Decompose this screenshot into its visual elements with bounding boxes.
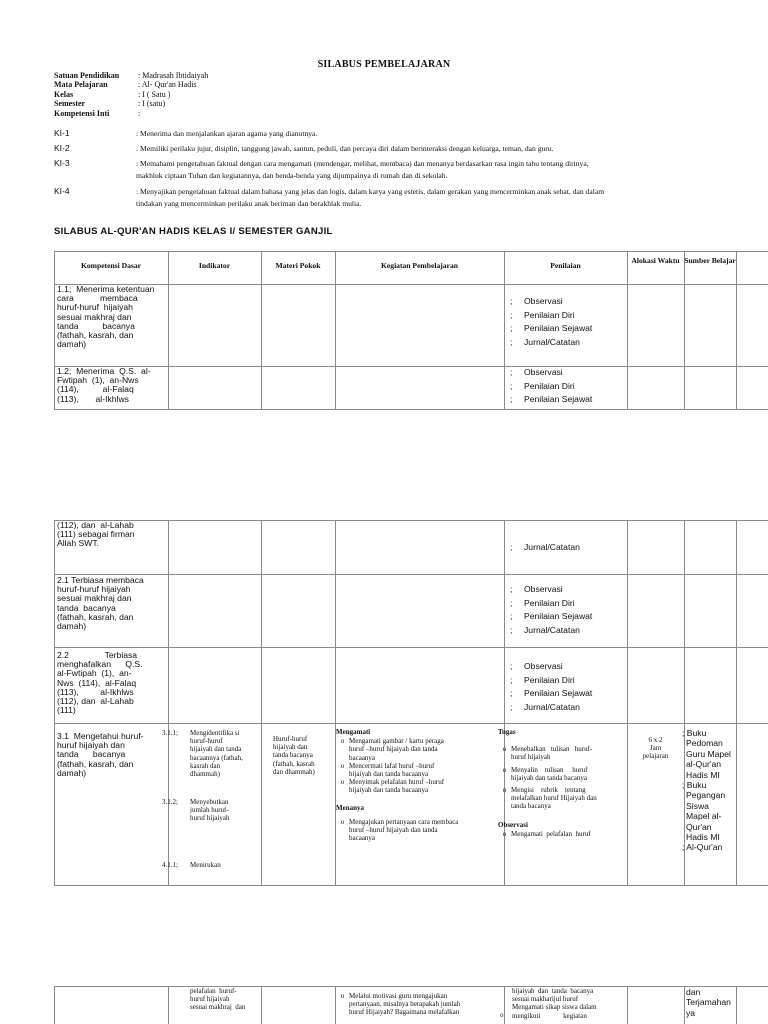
bullet-circle: o [500, 1011, 504, 1019]
bullet-circle: o [502, 765, 507, 774]
kegiatan-subheading-mengamati: Mengamati [336, 728, 371, 736]
kompetensi-dasar-cell [57, 285, 165, 349]
penilaian-text: Penilaian Diri [524, 674, 575, 685]
kd-line: (fathah, kasrah, dan [57, 330, 134, 341]
penilaian-subheading-observasi: Observasi [498, 820, 528, 829]
materi-pokok-cell [273, 735, 333, 776]
identity-label: Mata Pelajaran [54, 80, 108, 90]
bullet-marker: ; [510, 542, 513, 552]
indikator-line: Mengidentifika si [190, 729, 240, 737]
identity-label: Satuan Pendidikan [54, 71, 120, 80]
penilaian-list [510, 541, 625, 555]
ki-label: KI-2 [54, 143, 70, 153]
indikator-line: pelafalan huruf- [190, 987, 237, 995]
kegiatan-line: Mencermati lafal huruf –huruf [349, 761, 435, 770]
identity-label: Kelas [54, 89, 74, 99]
column-border [627, 986, 628, 1024]
indikator-line: sesuai makhraj dan [190, 1003, 246, 1012]
bullet-circle: o [502, 745, 507, 754]
ki-row [54, 143, 714, 157]
sumber-line: Hadis MI [686, 769, 720, 780]
kegiatan-bullet-item [336, 737, 502, 762]
bullet-circle: o [340, 778, 345, 787]
ki-label: KI-1 [54, 128, 70, 138]
kd-line: 1.1; Menerima ketentuan [57, 284, 155, 294]
header-sumber-belajar: Sumber Belajar [684, 256, 736, 265]
penilaian-text: Penilaian Sejawat [524, 323, 593, 334]
kegiatan-pembelajaran-cell [336, 728, 502, 842]
materi-line: tanda bacanya [273, 751, 313, 760]
indikator-line: kasrah dan [190, 761, 221, 770]
materi-line: hijaiyah dan [273, 743, 308, 752]
kd-line: (fathah, kasrah, dan [57, 758, 134, 769]
ki-row [54, 128, 714, 142]
column-border [684, 986, 685, 1024]
kegiatan-continued [336, 992, 502, 1017]
kd-line: (113), al-Ikhlws [57, 393, 129, 404]
ki-label: KI-3 [54, 158, 70, 168]
sumber-line: Hadis MI [686, 832, 720, 843]
header-kegiatan-pembelajaran: Kegiatan Pembelajaran [381, 261, 458, 270]
bullet-marker: ; [510, 674, 513, 685]
kegiatan-line: Mengajukan pertanyaan cara membaca [349, 817, 459, 826]
kompetensi-dasar-cell [57, 521, 165, 549]
identity-row [54, 109, 354, 119]
bullet-marker: ; [510, 296, 513, 306]
indikator-text [190, 798, 229, 823]
kegiatan-line: huruf –huruf hijaiyah dan tanda [349, 826, 438, 835]
kd-line: damah) [57, 621, 87, 632]
bullet-circle: o [340, 817, 345, 826]
indikator-continued [190, 987, 260, 1012]
row-border [54, 409, 768, 410]
penilaian-text: Penilaian Diri [524, 597, 575, 608]
penilaian-list [510, 295, 625, 349]
penilaian-item [510, 674, 625, 688]
indikator-line: hijaiyah dan tanda [190, 745, 242, 754]
kd-line: tanda bacanya [57, 602, 116, 613]
bullet-marker: ; [510, 336, 513, 347]
column-border [54, 251, 55, 410]
bullet-marker: ; [510, 323, 513, 334]
row-border [54, 574, 768, 575]
indikator-line: huruf hijaiyah [190, 995, 230, 1004]
penilaian-line: tanda bacanya [511, 802, 551, 811]
materi-line: dan dhammah) [273, 767, 315, 776]
indikator-text [190, 861, 221, 869]
indikator-number: 4.1.1; [162, 861, 178, 869]
ki-text-line: : Menerima dan menjalankan ajaran agama yang dianutnya. [136, 129, 318, 138]
penilaian-item [510, 322, 625, 336]
penilaian-line: Mengamati sikap siswa dalam [512, 1003, 597, 1012]
penilaian-line: huruf hijaiyah [511, 753, 551, 762]
kd-line: damah) [57, 767, 87, 778]
row-border [54, 885, 768, 886]
penilaian-text: Jurnal/Catatan [524, 624, 580, 635]
kd-line: (114), al-Falaq [57, 384, 134, 395]
indikator-text [190, 729, 243, 778]
kd-line: (fathah, kasrah, dan [57, 611, 134, 622]
bullet-marker: ; [510, 688, 513, 699]
penilaian-item [510, 336, 625, 350]
identity-label: Kompetensi Inti [54, 108, 110, 118]
alokasi-line: 6 x 2 [648, 736, 663, 744]
sumber-line: Mapel al- [686, 811, 722, 822]
ki-text-line: makhluk ciptaan Tuhan dan kegiatannya, dan benda-benda yang dijumpainya di rumah dan di sekolah. [136, 170, 448, 180]
penilaian-bullet-item [498, 745, 626, 761]
kd-line: huruf-huruf hijaiyah [57, 584, 131, 595]
identity-value: : Madrasah Ibtidaiyah [138, 71, 209, 80]
kd-line: 2.1 Terbiasa membaca [57, 575, 144, 585]
kd-line: Allah SWT. [57, 538, 100, 549]
penilaian-line: hijaiyah dan tanda bacanya [512, 987, 594, 995]
indikator-line: bacaannya (fathah, [190, 753, 243, 762]
row-border [54, 251, 768, 252]
penilaian-item [510, 583, 625, 597]
kd-line: 2.2 Terbiasa [57, 650, 138, 660]
indikator-line: dhammah) [190, 770, 220, 779]
kd-line: 1.2; Menerima Q.S. al- [57, 366, 151, 376]
indikator-line: Menirukan [190, 861, 221, 869]
penilaian-text: Jurnal/Catatan [524, 336, 580, 347]
penilaian-text: Observasi [524, 296, 563, 306]
sumber-continued [686, 987, 768, 1018]
column-border [261, 986, 262, 1024]
penilaian-text: Observasi [524, 367, 563, 377]
bullet-marker: ; [510, 661, 513, 671]
header-materi-pokok: Materi Pokok [275, 261, 321, 270]
row-border [54, 647, 768, 648]
ki-text [136, 143, 716, 155]
section-title: SILABUS AL-QUR'AN HADIS KELAS I/ SEMESTER GANJIL [54, 226, 333, 237]
alokasi-waktu-cell [628, 736, 683, 761]
identity-value: : [138, 108, 141, 118]
ki-label: KI-4 [54, 186, 70, 196]
penilaian-text: Penilaian Sejawat [524, 394, 593, 405]
bullet-circle: o [340, 992, 345, 1000]
kegiatan-bullet-item [336, 762, 502, 778]
penilaian-cell [498, 728, 626, 838]
penilaian-bullet-item [498, 786, 626, 811]
penilaian-line: Menebalkan tulisan huruf- [511, 745, 593, 754]
column-border [335, 251, 336, 410]
ki-text-line: : Menyajikan pengetahuan faktual dalam bahasa yang jelas dan logis, dalam karya yang estetis, dalam gerakan yang mencerminkan anak sehat, dan dalam [136, 187, 605, 196]
sumber-line: Pedoman [686, 738, 723, 749]
penilaian-item [510, 295, 625, 309]
bullet-marker: ; [510, 624, 513, 635]
kd-line: huruf-huruf hijaiyah [57, 302, 133, 313]
penilaian-item [510, 701, 625, 715]
penilaian-continued [512, 987, 626, 1020]
sumber-line: Qur'an [686, 821, 712, 832]
bullet-marker: ; [510, 367, 513, 377]
kegiatan-bullet-item [336, 818, 502, 843]
ki-text-line: : Memiliki perilaku jujur, disiplin, tanggung jawab, santun, peduli, dan percaya diri dalam berinteraksi dengan keluarga, teman, dan guru. [136, 144, 554, 153]
column-border [504, 251, 505, 410]
column-border [736, 251, 737, 410]
column-border [168, 251, 169, 410]
kd-line: tanda bacanya [57, 320, 135, 331]
kegiatan-line: bacaanya [349, 753, 376, 762]
ki-row [54, 158, 714, 183]
ki-text [136, 128, 716, 140]
penilaian-line: melafalkan huruf Hijaiyah dan [511, 794, 597, 803]
header-penilaian: Penilaian [550, 261, 581, 270]
column-border [261, 251, 262, 410]
sumber-line: ; Buku [682, 780, 707, 791]
bullet-marker: ; [510, 380, 513, 391]
penilaian-list [510, 366, 625, 407]
identity-value: : I ( Satu ) [138, 89, 171, 99]
column-border [504, 986, 505, 1024]
penilaian-item [510, 597, 625, 611]
syllabus-table-part-2 [54, 520, 768, 886]
bullet-circle: o [340, 761, 345, 770]
kegiatan-line: huruf –huruf hijaiyah dan tanda [349, 745, 438, 754]
kd-line: Nws (114), al-Falaq [57, 677, 137, 688]
indikator-number: 3.1.1; [162, 729, 178, 737]
alokasi-line: Jam [649, 744, 662, 753]
ki-text [136, 186, 716, 209]
penilaian-list [510, 660, 625, 714]
bullet-marker: ; [510, 584, 513, 594]
penilaian-line: Menyalin tulisan huruf [511, 765, 588, 774]
penilaian-text: Observasi [524, 661, 563, 671]
kd-line: sesuai makhraj dan [57, 593, 132, 604]
bullet-marker: ; [510, 701, 513, 712]
penilaian-line: Mengisi rubrik tentang [511, 786, 586, 795]
penilaian-item [510, 610, 625, 624]
penilaian-text: Penilaian Sejawat [524, 688, 593, 699]
identity-value: : I (satu) [138, 99, 166, 109]
penilaian-bullet-item [498, 830, 626, 838]
alokasi-line: pelajaran [642, 752, 669, 761]
indikator-line: huruf hijaiyah [190, 814, 230, 823]
sumber-line: al-Qur'an [686, 759, 722, 770]
penilaian-subheading-tugas: Tugas [498, 728, 516, 736]
bullet-marker: ; [510, 309, 513, 320]
column-border [168, 986, 169, 1024]
kd-line: huruf hijaiyah dan [57, 740, 125, 751]
kd-line: damah) [57, 339, 87, 350]
penilaian-item [510, 660, 625, 674]
materi-line: Huruf-huruf [273, 735, 308, 743]
identity-value: : Al- Qur'an Hadis [138, 80, 197, 90]
sumber-line: ya [686, 1007, 696, 1018]
penilaian-item [510, 624, 625, 638]
sumber-belajar-cell [682, 728, 768, 853]
kegiatan-bullet-item [336, 992, 502, 1017]
kd-line: menghafalkan Q.S. [57, 659, 143, 670]
penilaian-text: Penilaian Diri [524, 309, 575, 320]
kd-line: (111) sebagai firman [57, 529, 135, 540]
kegiatan-line: bacaanya [349, 834, 376, 843]
penilaian-item [510, 309, 625, 323]
bullet-circle: o [502, 786, 507, 795]
syllabus-table-part-1 [54, 251, 768, 410]
indikator-line: Menyebutkan [190, 798, 229, 806]
identity-rows [54, 71, 354, 121]
kompetensi-dasar-cell [57, 576, 165, 631]
column-border [684, 251, 685, 410]
penilaian-line: mengikuti kegiatan [512, 1011, 587, 1020]
indikator-number: 3.1.2; [162, 798, 178, 806]
column-border [54, 986, 55, 1024]
sumber-line: Siswa [686, 800, 709, 811]
penilaian-text: Penilaian Diri [524, 380, 575, 391]
kd-line: 3.1 Mengetahui huruf- [57, 731, 144, 741]
bullet-marker: ; [510, 611, 513, 622]
materi-line: (fathah, kasrah [273, 759, 315, 768]
kegiatan-bullet-item [336, 778, 502, 794]
column-border [627, 251, 628, 410]
kd-line: Fwtipah (1), an-Nws [57, 375, 139, 386]
syllabus-table-part-3 [54, 986, 768, 1024]
kegiatan-line: hijaiyah dan tanda bacaanya [349, 770, 429, 779]
penilaian-text: Jurnal/Catatan [524, 701, 580, 712]
kd-line: (111) [57, 705, 76, 716]
kompetensi-dasar-cell [57, 732, 165, 778]
kegiatan-subheading-menanya: Menanya [336, 803, 364, 812]
kegiatan-line: Mengamati gambar / kartu peraga [349, 737, 444, 746]
kegiatan-line: huruf Hijaiyah? Bagaimana melafalkan [349, 1008, 460, 1017]
row-border [54, 986, 768, 987]
kd-line: sesuai makhraj dan [57, 311, 132, 322]
sumber-line: ; Al-Qur'an [682, 842, 723, 853]
header-indikator: Indikator [198, 261, 231, 270]
indikator-line: huruf-huruf [190, 737, 223, 746]
kd-line: (112), dan al-Lahab [57, 696, 134, 707]
ki-text [136, 158, 716, 181]
penilaian-list [510, 583, 625, 637]
ki-row [54, 186, 714, 211]
kompetensi-dasar-cell [57, 367, 165, 404]
indikator-line: jumlah huruf- [190, 806, 229, 815]
penilaian-item [510, 366, 625, 380]
penilaian-line: sesuai makharijul huruf [512, 995, 579, 1004]
kompetensi-dasar-cell [57, 651, 165, 715]
kd-line: (113), al-Ikhlws [57, 686, 134, 697]
penilaian-item [510, 687, 625, 701]
header-kompetensi-dasar: Kompetensi Dasar [80, 261, 142, 270]
bullet-circle: o [340, 737, 345, 746]
sumber-line: Pegangan [686, 790, 726, 801]
kd-line: tanda bacanya [57, 749, 126, 760]
page-title: SILABUS PEMBELAJARAN [317, 59, 451, 70]
identity-label: Semester [54, 99, 86, 109]
sumber-line: ; Buku [682, 728, 707, 738]
bullet-marker: ; [510, 394, 513, 405]
penilaian-line: Mengamati pelafalan huruf [511, 829, 591, 838]
ki-text-line: : Memahami pengetahuan faktual dengan cara mengamati (mendengar, melihat, membaca) dan menanya berdasarkan rasa ingin tahu tentang dirinya, [136, 159, 589, 168]
sumber-line: dan [686, 987, 701, 997]
penilaian-bullet-item [498, 766, 626, 782]
penilaian-item [510, 393, 625, 407]
ki-text-line: tindakan yang mencerminkan perilaku anak beriman dan berakhlak mulia. [136, 198, 362, 208]
sumber-line: Guru Mapel [686, 748, 731, 759]
penilaian-item [510, 380, 625, 394]
sumber-line: Terjamahan [686, 997, 731, 1008]
penilaian-line: hijaiyah dan tanda bacanya [511, 773, 587, 782]
header-alokasi-waktu: Alokasi Waktu [631, 256, 680, 265]
kd-line: (112), dan al-Lahab [57, 520, 134, 530]
penilaian-text: Jurnal/Catatan [524, 542, 580, 552]
bullet-circle: o [502, 829, 507, 838]
penilaian-text: Observasi [524, 584, 563, 594]
kegiatan-line: Melalui motivasi guru mengajukan [349, 992, 448, 1000]
kegiatan-line: hijaiyah dan tanda bacaanya [349, 786, 429, 795]
kd-line: al-Fwtipah (1), an- [57, 668, 132, 679]
kegiatan-line: Menyimak pelafalan huruf –huruf [349, 778, 445, 787]
row-border [54, 723, 768, 724]
penilaian-text: Penilaian Sejawat [524, 611, 593, 622]
kegiatan-line: pertanyaan, misalnya berapakah jumlah [349, 1000, 461, 1009]
bullet-marker: ; [510, 597, 513, 608]
kd-line: cara membaca [57, 293, 138, 304]
penilaian-item [510, 541, 625, 555]
